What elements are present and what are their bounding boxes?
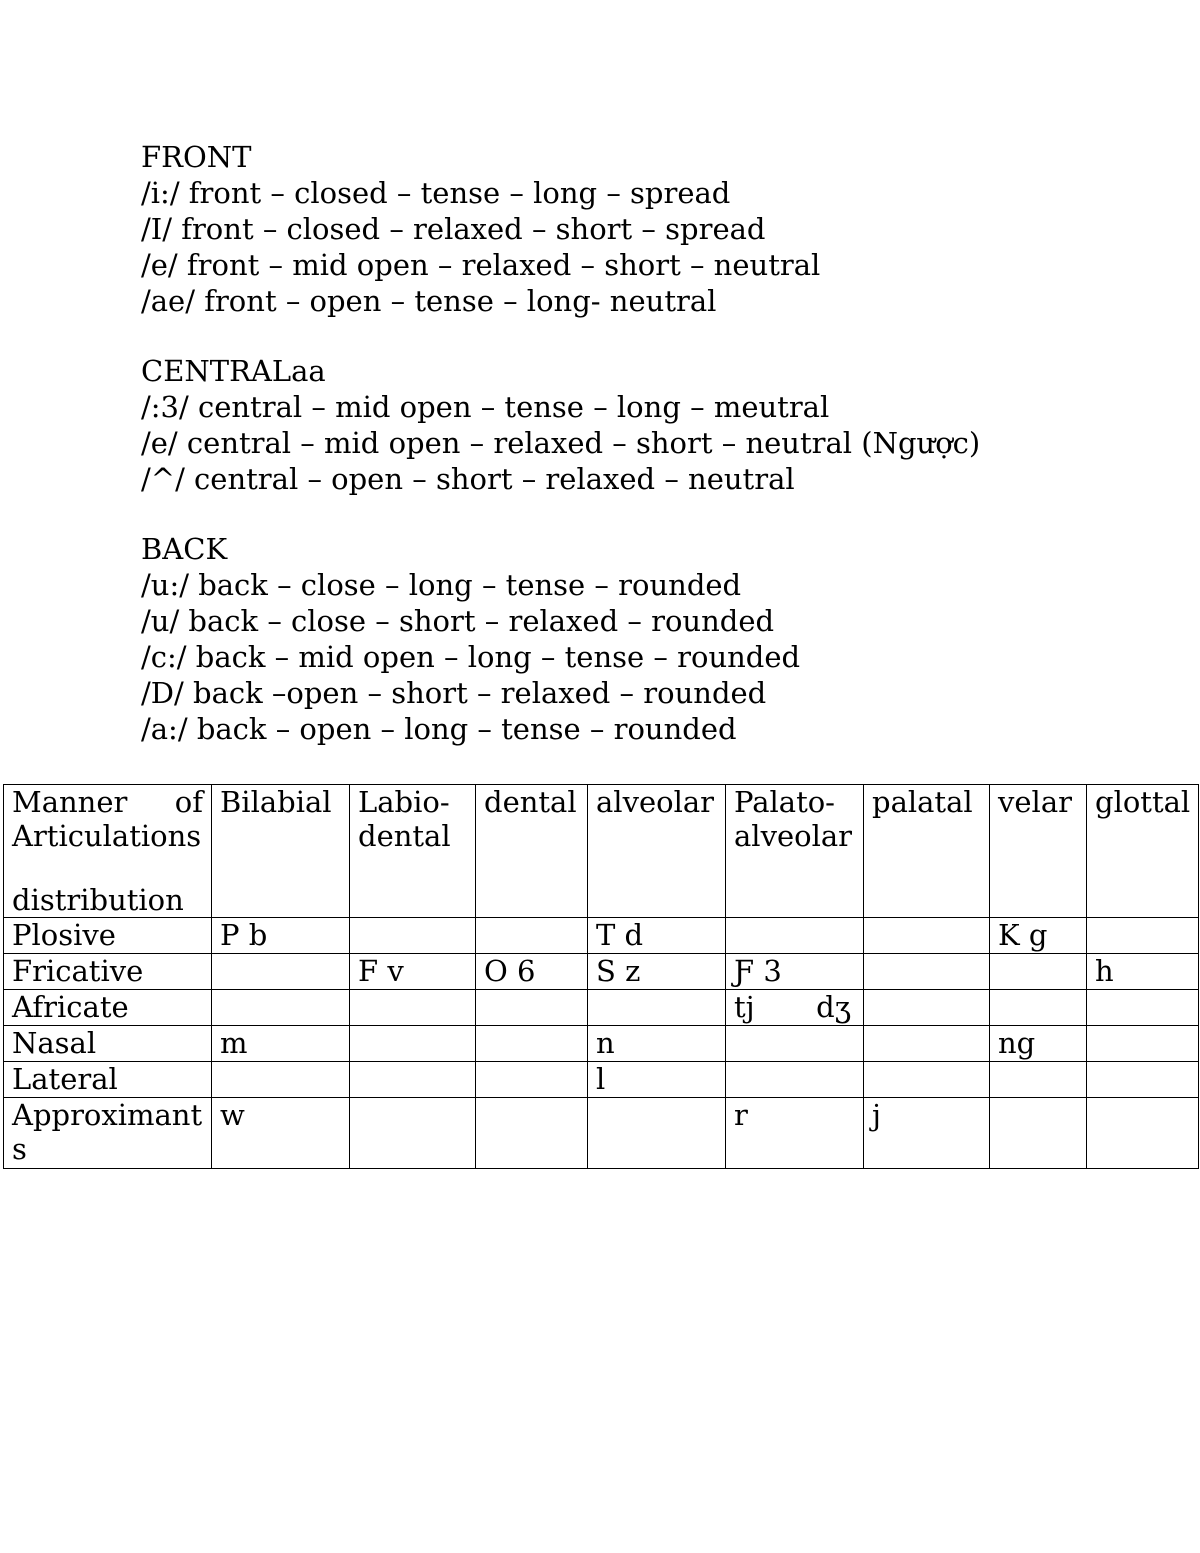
table-cell: Ƒ 3 <box>726 954 864 990</box>
table-cell: ng <box>990 1026 1087 1062</box>
table-cell <box>1087 1026 1199 1062</box>
table-cell <box>1087 990 1199 1026</box>
table-cell: O 6 <box>476 954 588 990</box>
header-text: Manner <box>12 785 128 819</box>
vowel-line: /I/ front – closed – relaxed – short – spread <box>141 212 766 246</box>
manner-column-header <box>4 785 212 918</box>
table-cell: Africate <box>4 990 212 1026</box>
header-text: distribution <box>12 883 184 917</box>
header-text: Labio- <box>358 785 450 819</box>
vowel-line: /u/ back – close – short – relaxed – rounded <box>141 604 775 638</box>
table-row-fricative <box>4 954 1199 990</box>
table-row-nasal <box>4 1026 1199 1062</box>
vowel-line: /c:/ back – mid open – long – tense – rounded <box>141 640 801 674</box>
table-cell <box>212 1062 350 1098</box>
table-cell: P b <box>212 918 350 954</box>
header-text: Articulations <box>12 819 202 853</box>
table-row-approximants <box>4 1098 1199 1169</box>
table-cell <box>476 918 588 954</box>
vowel-line: /a:/ back – open – long – tense – rounded <box>141 712 737 746</box>
table-cell: Nasal <box>4 1026 212 1062</box>
table-cell: S z <box>588 954 726 990</box>
front-vowels-section <box>141 139 980 319</box>
cell-text: s <box>12 1132 27 1166</box>
table-cell <box>726 1062 864 1098</box>
header-text: Palato- <box>734 785 835 819</box>
glottal-column-header: glottal <box>1087 785 1199 918</box>
table-cell <box>726 990 864 1026</box>
table-cell <box>864 918 990 954</box>
vowel-line: /e/ central – mid open – relaxed – short – neutral (Ngược) <box>141 426 981 460</box>
table-cell <box>990 954 1087 990</box>
bilabial-column-header: Bilabial <box>212 785 350 918</box>
table-cell <box>1087 1062 1199 1098</box>
table-cell <box>588 1098 726 1169</box>
table-row-africate <box>4 990 1199 1026</box>
velar-column-header: velar <box>990 785 1087 918</box>
header-text: dental <box>358 819 451 853</box>
labiodental-column-header <box>350 785 476 918</box>
table-cell: l <box>588 1062 726 1098</box>
table-cell <box>476 1098 588 1169</box>
cell-text: tj <box>734 990 755 1024</box>
dental-column-header: dental <box>476 785 588 918</box>
palatal-column-header: palatal <box>864 785 990 918</box>
vowel-line: /i:/ front – closed – tense – long – spread <box>141 176 731 210</box>
table-cell <box>350 990 476 1026</box>
vowel-line: /ae/ front – open – tense – long- neutral <box>141 284 717 318</box>
table-cell <box>476 1026 588 1062</box>
vowel-line: /D/ back –open – short – relaxed – rounded <box>141 676 767 710</box>
table-cell: w <box>212 1098 350 1169</box>
front-vowels-heading: FRONT <box>141 140 252 174</box>
cell-text: dʒ <box>816 990 851 1024</box>
table-cell <box>212 954 350 990</box>
table-cell <box>990 990 1087 1026</box>
cell-text: Approximant <box>12 1098 203 1132</box>
table-cell <box>588 990 726 1026</box>
table-header-row <box>4 785 1199 918</box>
table-cell <box>864 1026 990 1062</box>
table-cell: n <box>588 1026 726 1062</box>
consonant-chart-table <box>3 784 1199 1169</box>
vowel-line: /u:/ back – close – long – tense – rounded <box>141 568 742 602</box>
alveolar-column-header: alveolar <box>588 785 726 918</box>
vowel-description-list <box>141 139 980 747</box>
table-cell: F v <box>350 954 476 990</box>
table-cell: h <box>1087 954 1199 990</box>
table-cell <box>350 1062 476 1098</box>
table-cell <box>350 918 476 954</box>
central-vowels-heading: CENTRALaa <box>141 354 326 388</box>
table-cell <box>864 990 990 1026</box>
table-cell: m <box>212 1026 350 1062</box>
table-cell: Lateral <box>4 1062 212 1098</box>
central-vowels-section <box>141 353 980 497</box>
table-cell <box>726 1026 864 1062</box>
table-row-plosive <box>4 918 1199 954</box>
table-cell <box>4 1098 212 1169</box>
back-vowels-heading: BACK <box>141 532 228 566</box>
table-cell <box>476 1062 588 1098</box>
table-row-lateral <box>4 1062 1199 1098</box>
header-text: alveolar <box>734 819 852 853</box>
table-cell <box>990 1098 1087 1169</box>
table-cell <box>476 990 588 1026</box>
table-cell <box>350 1026 476 1062</box>
table-cell <box>1087 918 1199 954</box>
vowel-line: /:3/ central – mid open – tense – long – meutral <box>141 390 830 424</box>
back-vowels-section <box>141 531 980 747</box>
table-cell: T d <box>588 918 726 954</box>
palatoalveolar-column-header <box>726 785 864 918</box>
table-cell: j <box>864 1098 990 1169</box>
vowel-line: /e/ front – mid open – relaxed – short – neutral <box>141 248 821 282</box>
vowel-line: /^/ central – open – short – relaxed – neutral <box>141 462 795 496</box>
table-cell: K g <box>990 918 1087 954</box>
table-cell <box>864 1062 990 1098</box>
table-cell <box>1087 1098 1199 1169</box>
header-text: of <box>174 785 203 819</box>
table-cell <box>990 1062 1087 1098</box>
table-cell: Plosive <box>4 918 212 954</box>
table-cell <box>864 954 990 990</box>
table-cell: Fricative <box>4 954 212 990</box>
table-cell <box>212 990 350 1026</box>
table-cell <box>350 1098 476 1169</box>
table-cell <box>726 918 864 954</box>
table-cell: r <box>726 1098 864 1169</box>
